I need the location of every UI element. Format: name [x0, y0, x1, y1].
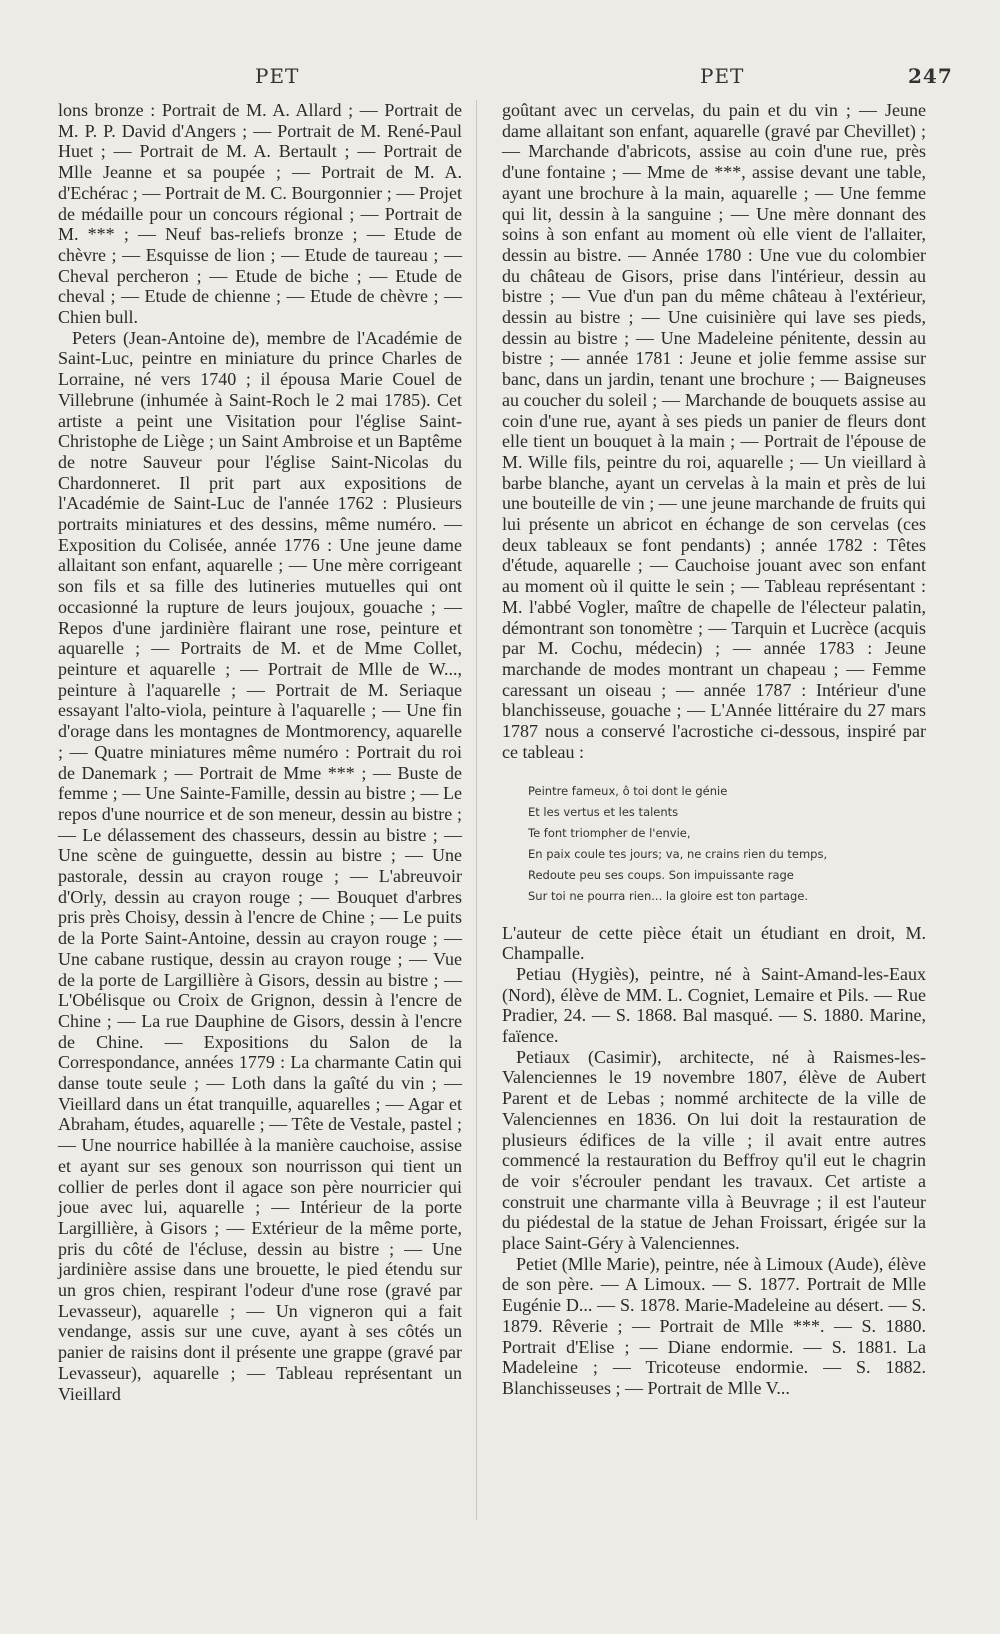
entry-continuation: lons bronze : Portrait de M. A. Allard ; — Portrait de M. P. P. David d'Angers ; — Portrait de M. René-Paul Huet ; — Portrait de M. A. Bertault ; — Portrait de Mlle Jeanne et sa poupée ; — Portrait de M. A. d'Echérac ; — Portrait de M. C. Bourgonnier ; — Projet de médaille pour un concours régional ; — Portrait de M. *** ; — Neuf bas-reliefs bronze ; — Etude de chèvre ; — Esquisse de lion ; — Etude de taureau ; — Cheval percheron ; — Etude de biche ; — Etude de cheval ; — Etude de chienne ; — Etude de chèvre ; — Chien bull.	[58, 100, 462, 328]
entry-petiaux: Petiaux (Casimir), architecte, né à Raismes-les-Valenciennes le 19 novembre 1807, élève de Aubert Parent et de Lebas ; nommé architecte de la ville de Valenciennes en 1836. On lui doit la restauration de plusieurs édifices de la ville ; il avait entre autres commencé la restauration du Beffroy qu'il eut le chagrin de voir s'écrouler pendant les travaux. Cet artiste a construit une charmante villa à Beuvrage ; il est l'auteur du piédestal de la statue de Jehan Froissart, érigée sur la place Saint-Géry à Valenciennes.	[502, 1046, 926, 1254]
poem-attribution: L'auteur de cette pièce était un étudiant en droit, M. Champalle.	[502, 922, 926, 964]
poem-line: Et les vertus et les talents	[528, 804, 679, 819]
poem-line: Sur toi ne pourra rien... la gloire est ton partage.	[528, 888, 809, 903]
poem-line: Te font triompher de l'envie,	[528, 825, 691, 840]
poem-line: Peintre fameux, ô toi dont le génie	[528, 783, 728, 798]
entry-petiau: Petiau (Hygiès), peintre, né à Saint-Amand-les-Eaux (Nord), élève de MM. L. Cogniet, Lemaire et Pils. — Rue Pradier, 24. — S. 1868. Bal masqué. — S. 1880. Marine, faïence.	[502, 963, 926, 1047]
page-number: 247	[908, 64, 953, 88]
right-column	[502, 100, 926, 1399]
left-column	[58, 100, 462, 1404]
running-head-center: PET	[700, 64, 745, 88]
running-head-left: PET	[255, 64, 300, 88]
acrostic-poem	[528, 781, 926, 907]
poem-line: Redoute peu ses coups. Son impuissante rage	[528, 867, 794, 882]
poem-line: En paix coule tes jours; va, ne crains rien du temps,	[528, 846, 828, 861]
entry-petiet: Petiet (Mlle Marie), peintre, née à Limoux (Aude), élève de son père. — A Limoux. — S. 1877. Portrait de Mlle Eugénie D... — S. 1878. Marie-Madeleine au désert. — S. 1879. Rêverie ; — Portrait de Mlle ***. — S. 1880. Portrait d'Elise ; — Diane endormie. — S. 1881. La Madeleine ; — Tricoteuse endormie. — S. 1882. Blanchisseuses ; — Portrait de Mlle V...	[502, 1253, 926, 1398]
entry-peters: Peters (Jean-Antoine de), membre de l'Académie de Saint-Luc, peintre en miniature du prince Charles de Lorraine, né vers 1740 ; il épousa Marie Couel de Villebrune (inhumée à Saint-Roch le 2 mai 1785). Cet artiste a peint une Visitation pour l'église Saint-Christophe de Liège ; un Saint Ambroise et un Baptême de notre Sauveur pour l'église Saint-Nicolas du Chardonneret. Il prit part aux expositions de l'Académie de Saint-Luc de l'année 1762 : Plusieurs portraits miniatures et des dessins, même numéro. — Exposition du Colisée, année 1776 : Une jeune dame allaitant son enfant, aquarelle ; — Une mère corrigeant son fils et sa fille des lutineries mutuelles qui ont occasionné la rupture de leurs joujoux, gouache ; — Repos d'une jardinière flairant une rose, peinture et aquarelle ; — Portraits de M. et de Mme Collet, peinture et aquarelle ; — Portrait de Mlle de W..., peinture à l'aquarelle ; — Portrait de M. Seriaque essayant l'alto-viola, peinture à l'aquarelle ; — Une fin d'orage dans les montagnes de Montmorency, aquarelle ; — Quatre miniatures même numéro : Portrait du roi de Danemark ; — Portrait de Mme *** ; — Buste de femme ; — Une Sainte-Famille, dessin au bistre ; — Le repos d'une nourrice et de son meneur, dessin au bistre ; — Le délassement des chasseurs, dessin au bistre ; — Une scène de guinguette, dessin au bistre ; — Une pastorale, dessin au crayon rouge ; — L'abreuvoir d'Orly, dessin au crayon rouge ; — Bouquet d'arbres pris près Choisy, dessin à l'encre de Chine ; — Le puits de la Porte Saint-Antoine, dessin au crayon rouge ; — Une cabane rustique, dessin au crayon rouge ; — Vue de la porte de Largillière à Gisors, dessin au bistre ; — L'Obélisque ou Croix de Grignon, dessin à l'encre de Chine ; — La rue Dauphine de Gisors, dessin à l'encre de Chine. — Expositions du Salon de la Correspondance, années 1779 : La charmante Catin qui danse toute seule ; — Loth dans la gaîté du vin ; — Vieillard dans un état tranquille, aquarelles ; — Agar et Abraham, études, aquarelle ; — Tête de Vestale, pastel ; — Une nourrice habillée à la manière cauchoise, assise et ayant sur ses genoux son nourrisson qui tient un collier de perles dont il agace son père nourricier qui joue avec lui, aquarelle ; — Intérieur de la porte Largillière, à Gisors ; — Extérieur de la même porte, pris du côté de l'écluse, dessin au bistre ; — Une jardinière assise dans une brouette, le pied étendu sur un gros chien, respirant l'odeur d'une rose (gravé par Levasseur), aquarelle ; — Un vigneron qui a fait vendange, assis sur une cuve, ayant à ses côtés un panier de raisins dont il présente une grappe (gravé par Levasseur), aquarelle ; — Tableau représentant un Vieillard	[58, 327, 462, 1404]
column-divider	[476, 100, 477, 1520]
entry-continuation-right: goûtant avec un cervelas, du pain et du vin ; — Jeune dame allaitant son enfant, aquarelle (gravé par Chevillet) ; — Marchande d'abricots, assise au coin d'une rue, près d'une fontaine ; — Mme de ***, assise devant une table, ayant une brochure à la main, aquarelle ; — Une femme qui lit, dessin à la sanguine ; — Une mère donnant des soins à son enfant au moment où elle vient de l'allaiter, dessin au bistre. — Année 1780 : Une vue du colombier du château de Gisors, prise dans l'intérieur, dessin au bistre ; — Vue d'un pan du même château à l'extérieur, dessin au bistre ; — Une cuisinière qui lave ses pieds, dessin au bistre ; — Une Madeleine pénitente, dessin au bistre ; — année 1781 : Jeune et jolie femme assise sur banc, dans un jardin, tenant une brochure ; — Baigneuses au coucher du soleil ; — Marchande de bouquets assise au coin d'une rue, ayant à ses pieds un panier de fleurs dont elle tient un bouquet à la main ; — Portrait de l'épouse de M. Wille fils, peintre du roi, aquarelle ; — Un vieillard à barbe blanche, ayant un cervelas à la main et près de lui une bouteille de vin ; — une jeune marchande de fruits qui lui présente un abricot en échange de son cervelas (ces deux tableaux se font pendants) ; année 1782 : Têtes d'étude, aquarelle ; — Cauchoise jouant avec son enfant au moment où il quitte le sein ; — Tableau représentant : M. l'abbé Vogler, maître de chapelle de l'électeur palatin, démontrant son tonomètre ; — Tarquin et Lucrèce (acquis par M. Cochu, médecin) ; — année 1783 : Jeune marchande de modes montrant un chapeau ; — Femme caressant un oiseau ; — année 1787 : Intérieur d'une blanchisseuse, gouache ; — L'Année littéraire du 27 mars 1787 nous a conservé l'acrostiche ci-dessous, inspiré par ce tableau :	[502, 100, 926, 762]
